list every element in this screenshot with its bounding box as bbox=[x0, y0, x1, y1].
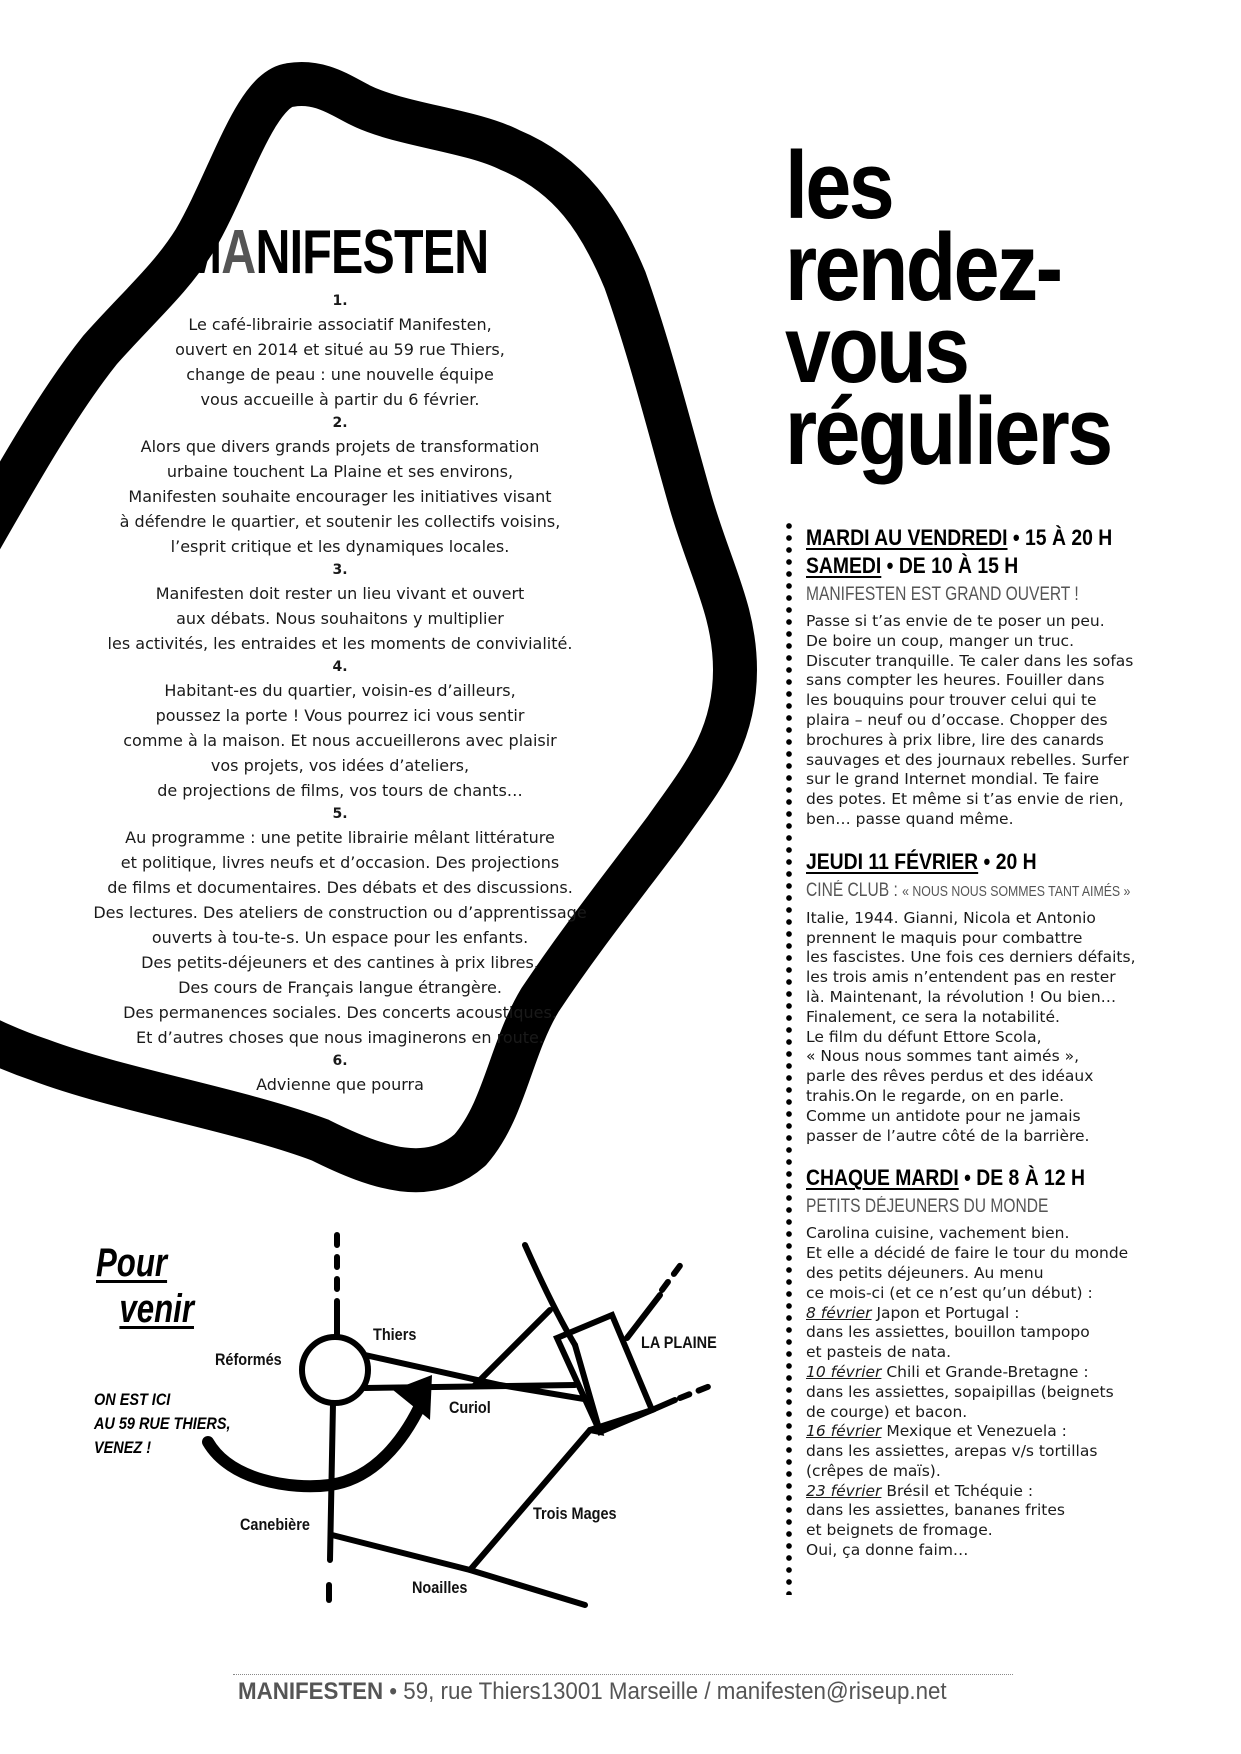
manifesto-line: comme à la maison. Et nous accueillerons avec plaisir bbox=[123, 731, 557, 750]
event-heading bbox=[806, 1164, 1154, 1192]
manifesto-line: vos projets, vos idées d’ateliers, bbox=[210, 756, 470, 775]
dotted-divider bbox=[785, 520, 793, 1595]
street-ne-dashed bbox=[662, 1263, 682, 1290]
brand-suffix: NIFESTEN bbox=[255, 218, 489, 287]
event-body-line: les bouquins pour trouver celui qui te bbox=[806, 691, 1097, 710]
menu-date: 10 février bbox=[806, 1362, 882, 1381]
here-arrow bbox=[208, 1375, 432, 1486]
manifesto-line: à défendre le quartier, et soutenir les collectifs voisins, bbox=[119, 512, 561, 531]
event-time: • DE 8 À 12 H bbox=[958, 1165, 1085, 1191]
event-opening-hours bbox=[806, 524, 1201, 830]
manifesto-line: Advienne que pourra bbox=[256, 1075, 424, 1094]
manifesto-line: Alors que divers grands projets de transformation bbox=[140, 437, 540, 456]
event-body bbox=[806, 909, 1201, 1147]
event-body-line: ben… passe quand même. bbox=[806, 809, 1014, 828]
manifesto-line: et politique, livres neufs et d’occasion. Des projections bbox=[120, 853, 560, 872]
menu-item bbox=[806, 1482, 1201, 1502]
manifesto-line: Le café-librairie associatif Manifesten, bbox=[188, 315, 492, 334]
event-body-line: prennent le maquis pour combattre bbox=[806, 928, 1083, 947]
event-body-line: Le film du défunt Ettore Scola, bbox=[806, 1027, 1042, 1046]
section-number: 6. bbox=[332, 1053, 348, 1069]
manifesto-line: urbaine touchent La Plaine et ses environs, bbox=[166, 462, 514, 481]
manifesto-line: change de peau : une nouvelle équipe bbox=[186, 365, 494, 384]
event-subtitle bbox=[806, 878, 1130, 905]
title-line: les bbox=[785, 132, 893, 239]
event-subtitle: MANIFESTEN EST GRAND OUVERT ! bbox=[806, 584, 1079, 605]
footer bbox=[238, 1678, 947, 1706]
street-label-trois-mages: Trois Mages bbox=[533, 1504, 617, 1523]
brand-prefix: M bbox=[181, 218, 222, 287]
section-number: 5. bbox=[332, 806, 348, 822]
event-body-line: Carolina cuisine, vachement bien. bbox=[806, 1224, 1070, 1243]
section-number: 4. bbox=[332, 659, 348, 675]
menu-countries: Mexique et Venezuela : bbox=[881, 1422, 1067, 1441]
here-label bbox=[94, 1388, 231, 1460]
brand-accent-letter: A bbox=[221, 218, 256, 287]
event-breakfast bbox=[806, 1164, 1201, 1561]
film-title: « NOUS NOUS SOMMES TANT AIMÉS » bbox=[902, 882, 1131, 900]
event-day: JEUDI 11 FÉVRIER bbox=[806, 848, 979, 874]
street-label-noailles: Noailles bbox=[412, 1578, 468, 1597]
menu-date: 8 février bbox=[806, 1303, 872, 1322]
event-time: • 20 H bbox=[978, 848, 1037, 874]
street-label-curiol: Curiol bbox=[449, 1398, 491, 1417]
manifesto-line: poussez la porte ! Vous pourrez ici vous sentir bbox=[155, 706, 525, 725]
event-subtitle-main: CINÉ CLUB : bbox=[806, 879, 903, 901]
footer-name: MANIFESTEN bbox=[238, 1678, 384, 1705]
street-label-thiers: Thiers bbox=[373, 1325, 417, 1344]
menu-dish-line: dans les assiettes, arepas v/s tortillas bbox=[806, 1442, 1098, 1461]
footer-separator: • bbox=[383, 1678, 404, 1705]
manifesto-line: l’esprit critique et les dynamiques locales. bbox=[170, 537, 510, 556]
event-day: SAMEDI bbox=[806, 553, 882, 578]
event-body-line: sauvages et des journaux rebelles. Surfer bbox=[806, 750, 1129, 769]
menu-dish-line: dans les assiettes, sopaipillas (beignets bbox=[806, 1382, 1114, 1401]
brand-logo bbox=[181, 218, 489, 287]
event-body-line: brochures à prix libre, lire des canards bbox=[806, 730, 1104, 749]
event-body-line: parle des rêves perdus et des idéaux bbox=[806, 1067, 1094, 1086]
event-body-line: les trois amis n’entendent pas en rester bbox=[806, 968, 1116, 987]
manifesto-line: Des permanences sociales. Des concerts acoustiques. bbox=[123, 1003, 557, 1022]
event-heading bbox=[806, 552, 1154, 580]
street-label-la-plaine: LA PLAINE bbox=[641, 1333, 717, 1352]
event-body-line: Discuter tranquille. Te caler dans les sofas bbox=[806, 651, 1134, 670]
manifesto-line: Manifesten doit rester un lieu vivant et ouvert bbox=[155, 584, 525, 603]
menu-countries: Brésil et Tchéquie : bbox=[881, 1481, 1034, 1500]
menu-dish-line: et pasteis de nata. bbox=[806, 1343, 952, 1362]
event-body-line: Passe si t’as envie de te poser un peu. bbox=[806, 612, 1105, 630]
event-body-line: Comme un antidote pour ne jamais bbox=[806, 1106, 1081, 1125]
manifesto-line: ouvert en 2014 et situé au 59 rue Thiers, bbox=[175, 340, 505, 359]
footer-address: 59, rue Thiers13001 Marseille / manifesten@riseup.net bbox=[403, 1678, 947, 1705]
event-body-line: De boire un coup, manger un truc. bbox=[806, 631, 1075, 650]
menu-item bbox=[806, 1422, 1201, 1442]
title-line: rendez- bbox=[785, 214, 1061, 321]
here-line: ON EST ICI bbox=[94, 1390, 171, 1409]
event-body-line: ce mois-ci (et ce n’est qu’un début) : bbox=[806, 1283, 1093, 1302]
menu-dish-line: dans les assiettes, bouillon tampopo bbox=[806, 1323, 1090, 1342]
directions-title bbox=[96, 1240, 194, 1332]
street-label-reformes: Réformés bbox=[215, 1350, 282, 1369]
event-time: • 15 À 20 H bbox=[1007, 525, 1113, 550]
menu-dish-line: et beignets de fromage. bbox=[806, 1521, 993, 1540]
title-line: vous bbox=[785, 296, 968, 403]
manifesto-line: Manifesten souhaite encourager les initiatives visant bbox=[128, 487, 552, 506]
title-line: réguliers bbox=[785, 378, 1111, 485]
event-body-line: Finalement, ce sera la notabilité. bbox=[806, 1007, 1060, 1026]
event-body-line: Italie, 1944. Gianni, Nicola et Antonio bbox=[806, 908, 1096, 927]
event-body-line: plaira – neuf ou d’occase. Chopper des bbox=[806, 710, 1108, 729]
here-line: VENEZ ! bbox=[94, 1438, 152, 1457]
street-e-dashed bbox=[680, 1384, 715, 1398]
section-number: 3. bbox=[332, 562, 348, 578]
manifesto-line: vous accueille à partir du 6 février. bbox=[200, 390, 480, 409]
event-body-line: trahis.On le regarde, on en parle. bbox=[806, 1086, 1065, 1105]
manifesto-line: Au programme : une petite librairie mêlant littérature bbox=[125, 828, 555, 847]
manifesto-line: Des petits-déjeuners et des cantines à prix libres. bbox=[141, 953, 539, 972]
menu-dish-line: (crêpes de maïs). bbox=[806, 1461, 941, 1480]
event-body-line: Et elle a décidé de faire le tour du monde bbox=[806, 1244, 1129, 1263]
closing-line: Oui, ça donne faim… bbox=[806, 1541, 969, 1560]
event-body-line: passer de l’autre côté de la barrière. bbox=[806, 1126, 1090, 1145]
event-body-line: les fascistes. Une fois ces derniers défaits, bbox=[806, 948, 1136, 967]
event-time: • DE 10 À 15 H bbox=[881, 553, 1019, 578]
manifesto-line: de films et documentaires. Des débats et des discussions. bbox=[107, 878, 573, 897]
street-e bbox=[652, 1400, 675, 1410]
street-diagonal bbox=[475, 1310, 550, 1385]
event-subtitle: PETITS DÉJEUNERS DU MONDE bbox=[806, 1196, 1049, 1218]
here-line: AU 59 RUE THIERS, bbox=[94, 1414, 231, 1433]
event-cine-club bbox=[806, 848, 1201, 1147]
page-title bbox=[785, 132, 1163, 485]
section-number: 2. bbox=[332, 415, 348, 431]
menu-item bbox=[806, 1363, 1201, 1383]
event-body-line: sur le grand Internet mondial. Te faire bbox=[806, 770, 1100, 789]
event-body bbox=[806, 1224, 1201, 1561]
roundabout-reformes bbox=[302, 1337, 368, 1403]
section-number: 1. bbox=[332, 293, 348, 309]
menu-date: 23 février bbox=[806, 1481, 882, 1500]
event-day: MARDI AU VENDREDI bbox=[806, 525, 1008, 550]
event-body-line: des potes. Et même si t’as envie de rien, bbox=[806, 790, 1124, 809]
street-trois-mages bbox=[470, 1430, 590, 1570]
footer-rule bbox=[233, 1674, 1013, 1675]
event-body-line: des petits déjeuners. Au menu bbox=[806, 1263, 1044, 1282]
menu-dish-line: dans les assiettes, bananes frites bbox=[806, 1501, 1065, 1520]
event-body bbox=[806, 612, 1201, 830]
menu-date: 16 février bbox=[806, 1422, 882, 1441]
directions-title-line: venir bbox=[119, 1287, 194, 1331]
events-list bbox=[806, 524, 1201, 1579]
event-day: CHAQUE MARDI bbox=[806, 1165, 959, 1191]
event-heading bbox=[806, 524, 1154, 552]
menu-countries: Japon et Portugal : bbox=[871, 1303, 1020, 1322]
manifesto-line: ouverts à tou-te-s. Un espace pour les enfants. bbox=[151, 928, 529, 947]
manifesto-line: Des cours de Français langue étrangère. bbox=[178, 978, 502, 997]
menu-countries: Chili et Grande-Bretagne : bbox=[881, 1362, 1089, 1381]
manifesto-line: Des lectures. Des ateliers de construction ou d’apprentissage bbox=[93, 903, 587, 922]
directions-title-line: Pour bbox=[96, 1241, 168, 1285]
street-curiol bbox=[365, 1385, 575, 1388]
manifesto-line: de projections de films, vos tours de chants… bbox=[157, 781, 523, 800]
manifesto-line: aux débats. Nous souhaitons y multiplier bbox=[176, 609, 504, 628]
event-body-line: « Nous nous sommes tant aimés », bbox=[806, 1047, 1079, 1066]
manifesto-line: Habitant-es du quartier, voisin-es d’ailleurs, bbox=[164, 681, 516, 700]
menu-dish-line: de courge) et bacon. bbox=[806, 1402, 968, 1421]
manifesto-line: les activités, les entraides et les moments de convivialité. bbox=[107, 634, 573, 653]
event-body-line: sans compter les heures. Fouiller dans bbox=[806, 671, 1105, 690]
street-label-canebiere: Canebière bbox=[240, 1515, 310, 1534]
event-body-line: là. Maintenant, la révolution ! Ou bien… bbox=[806, 987, 1117, 1006]
manifesto-text bbox=[60, 290, 620, 1097]
event-heading bbox=[806, 848, 1154, 876]
menu-item bbox=[806, 1304, 1201, 1324]
street-ne bbox=[627, 1295, 660, 1338]
manifesto-line: Et d’autres choses que nous imaginerons en route. bbox=[136, 1028, 544, 1047]
